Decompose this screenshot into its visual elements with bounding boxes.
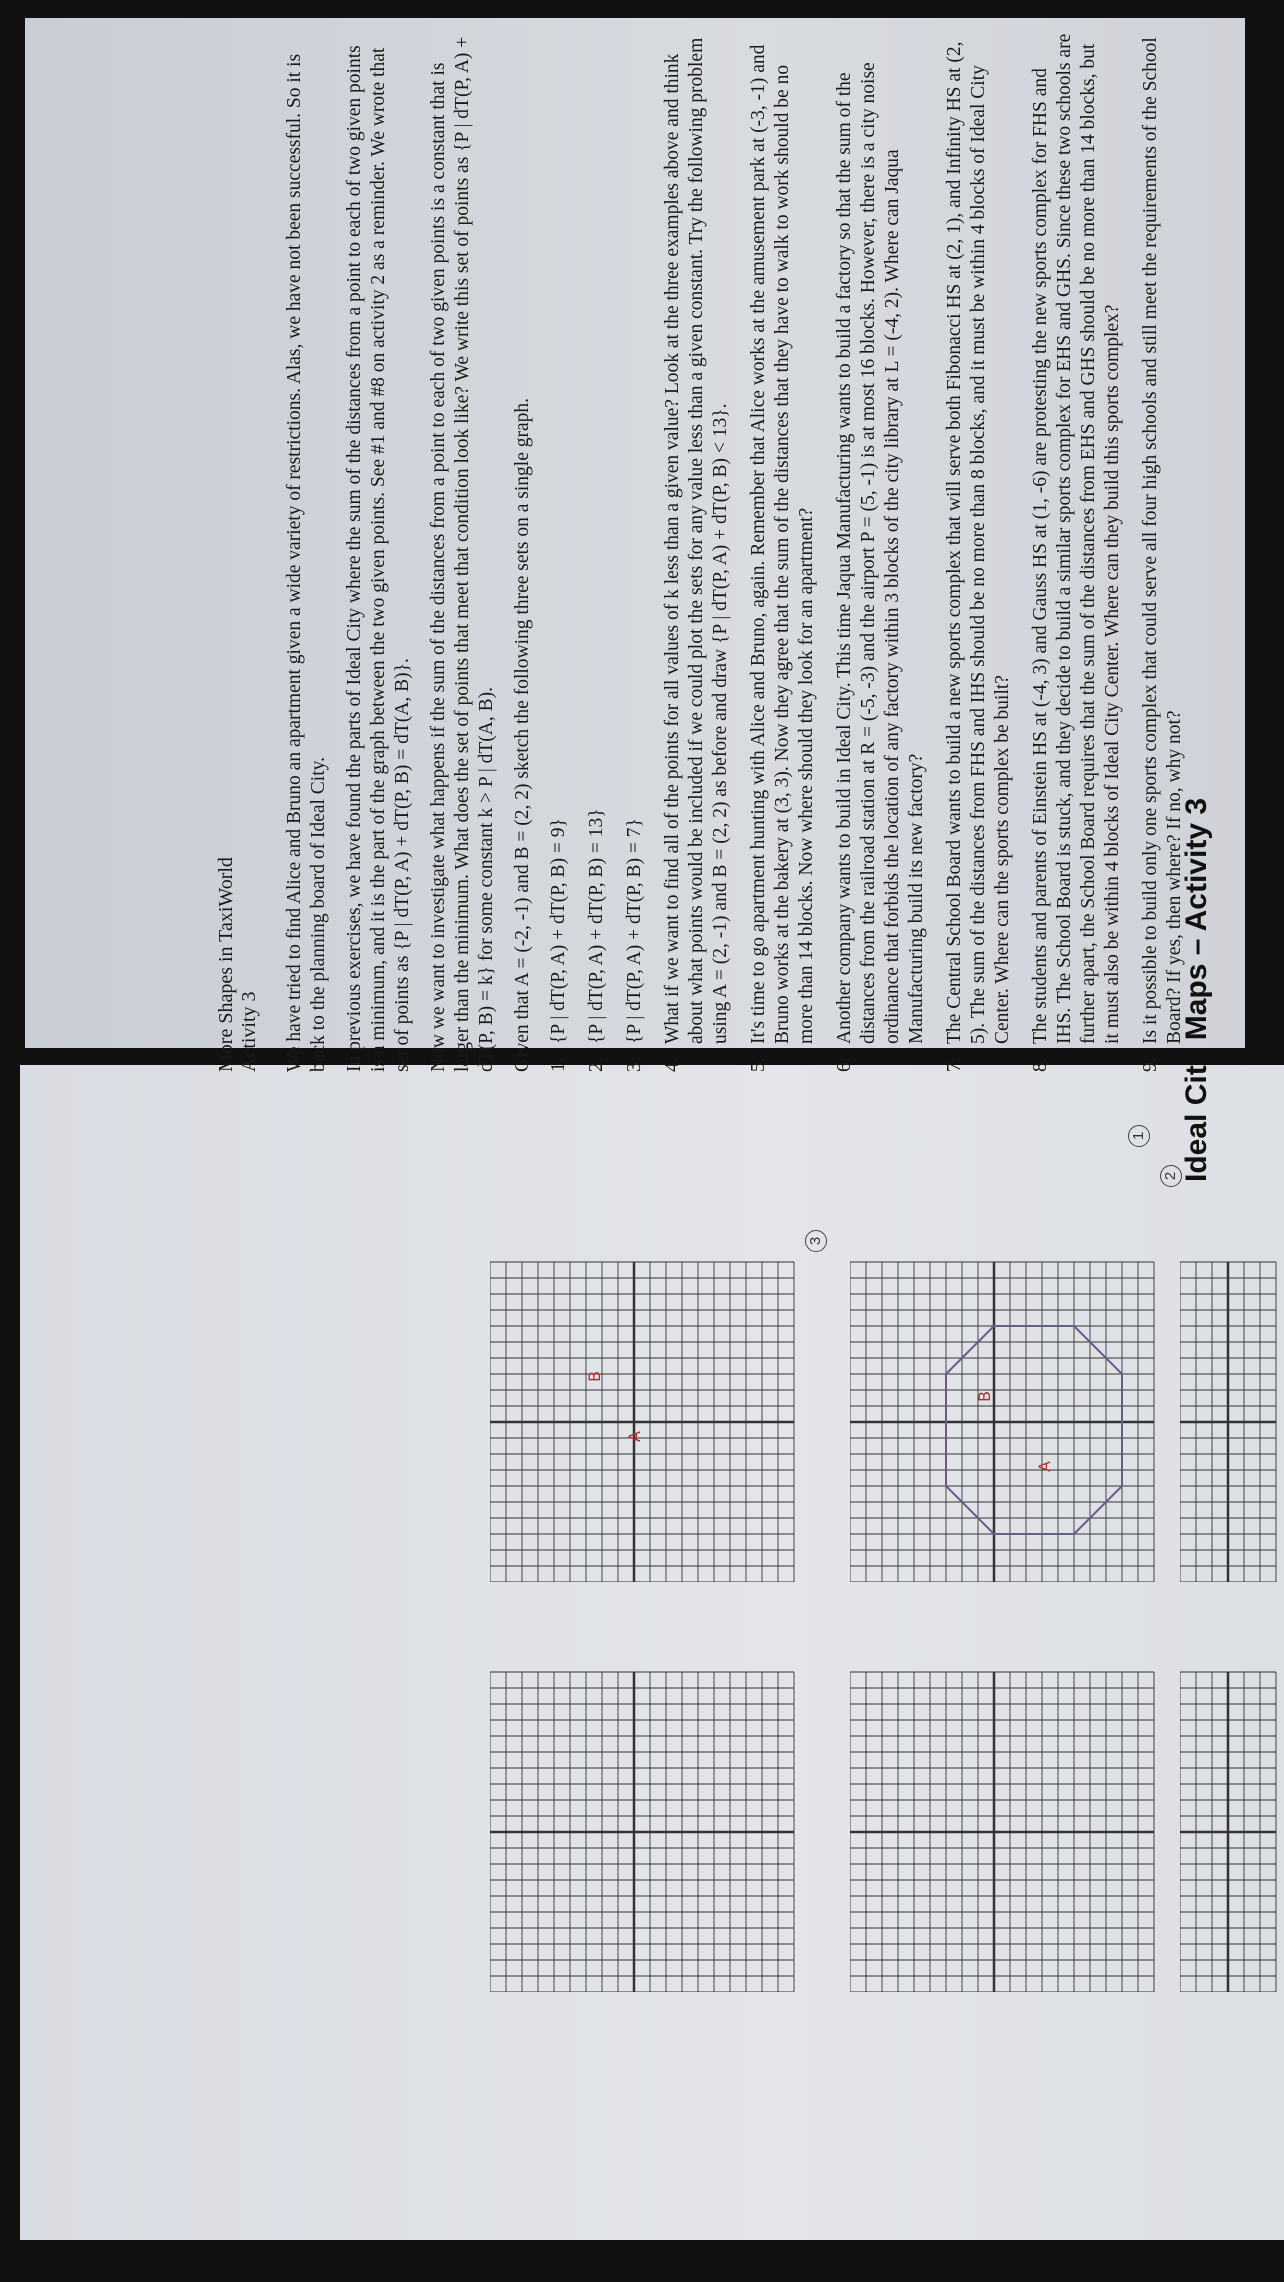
worksheet-title: Ideal City Maps – Activity 3 (1180, 797, 1213, 1182)
question-number: 3. (624, 1057, 645, 1072)
question-number: 1. (548, 1057, 569, 1072)
question-number: 2. (586, 1057, 607, 1072)
question-list (547, 32, 1187, 1072)
intro-paragraph: We have tried to find Alice and Bruno an apartment given a wide variety of restrictions. Alas, we have not been successful. So it is back to the planning board of Ideal City. (284, 53, 329, 1072)
question-text: What if we want to find all of the points for all values of k less than a given value? Look at the three examples above and think about what points would be included if we could plot the sets for any value less than a given constant. Try the following problem using A = (2, -1) and B = (2, 2) as before and draw {P | dT(P, A) + dT(P, B) < 13}. (662, 37, 731, 1044)
point-a-label: A (1035, 1461, 1054, 1472)
question-number: 8. (1030, 1057, 1051, 1072)
question-text: Is it possible to build only one sports complex that could serve all four high schools and still meet the requirements of the School Board? If yes, then where? If no, why not? (1140, 37, 1185, 1044)
grid-label-1: 1 (1128, 1125, 1150, 1147)
question-text: The students and parents of Einstein HS at (-4, 3) and Gauss HS at (1, -6) are protesting the new sports complex for FHS and IHS. The School Board is stuck, and they decide to build a similar sports complex for EHS and GHS. Since these two schools are further apart, the School Board requires that the sum of the distances from EHS and GHS should be no more than 14 blocks, but it must also be within 4 blocks of Ideal City Center. Where can they build this sports complex? (1030, 33, 1123, 1044)
question-text: {P | dT(P, A) + dT(P, B) = 13} (586, 808, 607, 1044)
question-text: {P | dT(P, A) + dT(P, B) = 9} (548, 818, 569, 1044)
header (215, 32, 261, 1072)
investigate-paragraph: Now we want to investigate what happens if the sum of the distances from a point to each of two given points is a constant that is larger than the minimum. What does the set of points that meet that condition look like? We write this set of points as {P | dT(P, A) + dT(P, B) = k} for some constant k > P | dT(A, B). (428, 36, 497, 1072)
question-8 (1029, 32, 1125, 1072)
question-text: It's time to go apartment hunting with Alice and Bruno, again. Remember that Alice works at the amusement park at (-3, -1) and Bruno works at the bakery at (3, 3). Now they agree that the sum of the distances that they have to walk to work should be no more than 14 blocks. Now where should they look for an apartment? (748, 44, 817, 1044)
point-a-label: A (625, 1431, 644, 1442)
question-text: {P | dT(P, A) + dT(P, B) = 7} (624, 818, 645, 1044)
handwritten-shape (946, 1326, 1122, 1534)
question-number: 5. (748, 1057, 769, 1072)
grid-label-3: 3 (805, 1230, 827, 1252)
previous-paragraph: In previous exercises, we have found the parts of Ideal City where the sum of the distances from a point to each of two given points is a minimum, and it is the part of the graph between the two given points. See #1 and #8 on activity 2 as a reminder. We wrote that set of points as {P | dT(P, A) + dT(P, B) = dT(A, B)}. (344, 45, 413, 1072)
question-number: 7. (944, 1057, 965, 1072)
question-6 (833, 32, 929, 1072)
header-activity: Activity 3 (238, 991, 260, 1072)
question-number: 4. (662, 1057, 683, 1072)
question-7 (943, 32, 1015, 1072)
point-b-label: B (585, 1371, 604, 1382)
coordinate-grid-6 (490, 1662, 810, 1992)
coordinate-grid-4 (1180, 1662, 1280, 1992)
activity-text (215, 32, 1201, 1072)
question-1 (547, 32, 571, 1072)
coordinate-grid-2 (1180, 1252, 1280, 1582)
question-5 (747, 32, 819, 1072)
coordinate-grid-1 (850, 1252, 1170, 1582)
header-title: More Shapes in TaxiWorld (215, 857, 237, 1072)
question-3 (623, 32, 647, 1072)
question-number: 9. (1140, 1057, 1161, 1072)
question-2 (585, 32, 609, 1072)
coordinate-grid-5 (490, 1252, 810, 1582)
grid-label-2: 2 (1160, 1165, 1182, 1187)
coordinate-grid-3 (850, 1662, 1170, 1992)
question-text: The Central School Board wants to build a new sports complex that will serve both Fibonacci HS at (2, 1), and Infinity HS at (2, 5). The sum of the distances from FHS and IHS should be no more than 8 blocks, and it must be within 4 blocks of Ideal City Center. Where can the sports complex be built? (944, 41, 1013, 1044)
question-4 (661, 32, 733, 1072)
question-text: Another company wants to build in Ideal City. This time Jaqua Manufacturing wants to build a factory so that the sum of the distances from the railroad station at R = (-5, -3) and the airport P = (5, -1) is at most 16 blocks. However, there is a city noise ordinance that forbids the location of any factory within 3 blocks of the city library at L = (-4, 2). Where can Jaqua Manufacturing build its new factory? (834, 62, 927, 1044)
given-paragraph: Given that A = (-2, -1) and B = (2, 2) sketch the following three sets on a single graph. (512, 397, 533, 1072)
point-b-label: B (975, 1391, 994, 1402)
question-number: 6. (834, 1057, 855, 1072)
